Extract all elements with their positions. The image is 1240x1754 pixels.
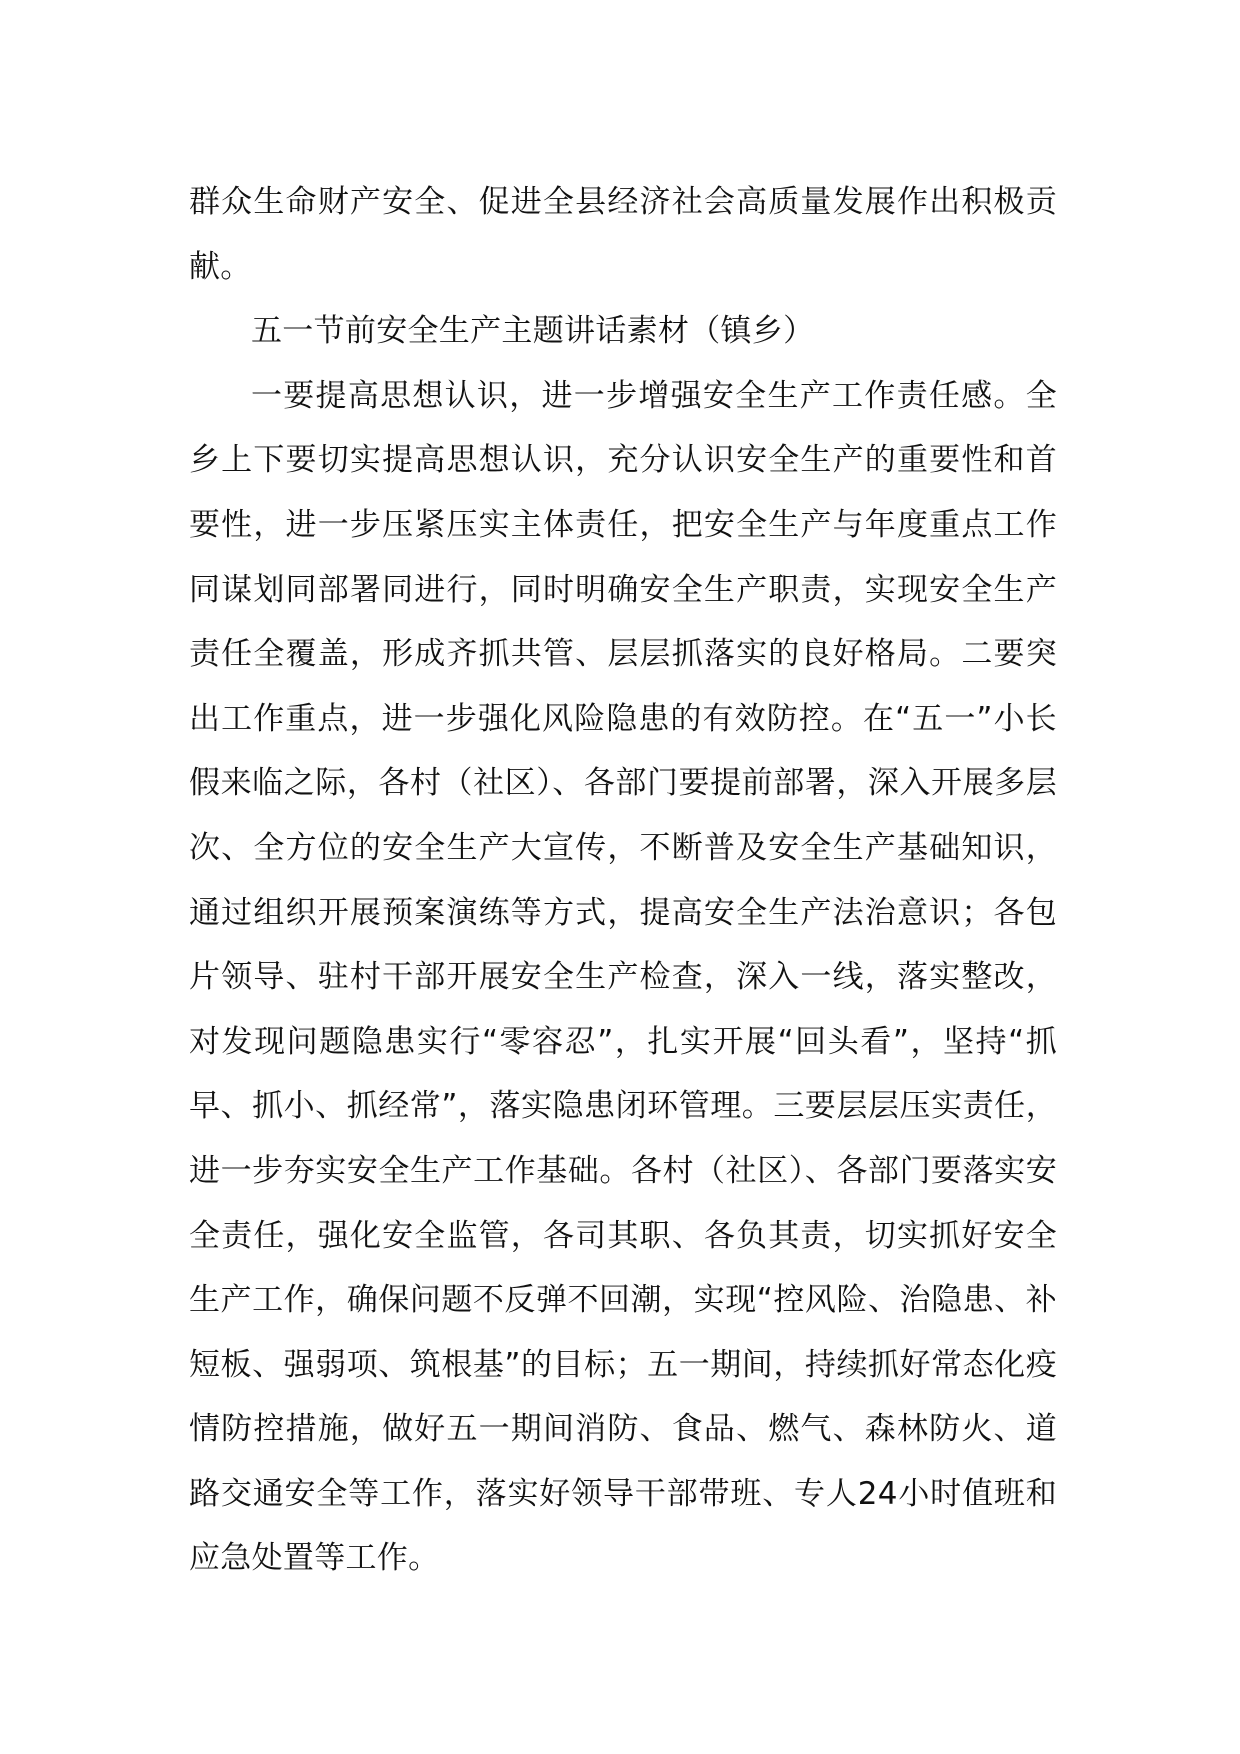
paragraph-continuation: 群众生命财产安全、促进全县经济社会高质量发展作出积极贡献。 (189, 184, 1057, 285)
document-body (189, 170, 1057, 1591)
section-title: 五一节前安全生产主题讲话素材（镇乡） (251, 313, 815, 350)
paragraph-body: 一要提高思想认识，进一步增强安全生产工作责任感。全乡上下要切实提高思想认识，充分认识安全生产的重要性和首要性，进一步压紧压实主体责任，把安全生产与年度重点工作同谋划同部署同进行，同时明确安全生产职责，实现安全生产责任全覆盖，形成齐抓共管、层层抓落实的良好格局。二要突出工作重点，进一步强化风险隐患的有效防控。在“五一”小长假来临之际，各村（社区）、各部门要提前部署，深入开展多层次、全方位的安全生产大宣传，不断普及安全生产基础知识，通过组织开展预案演练等方式，提高安全生产法治意识；各包片领导、驻村干部开展安全生产检查，深入一线，落实整改，对发现问题隐患实行“零容忍”，扎实开展“回头看”，坚持“抓早、抓小、抓经常”，落实隐患闭环管理。三要层层压实责任，进一步夯实安全生产工作基础。各村（社区）、各部门要落实安全责任，强化安全监管，各司其职、各负其责，切实抓好安全生产工作，确保问题不反弹不回潮，实现“控风险、治隐患、补短板、强弱项、筑根基”的目标；五一期间，持续抓好常态化疫情防控措施，做好五一期间消防、食品、燃气、森林防火、道路交通安全等工作，落实好领导干部带班、专人24小时值班和应急处置等工作。 (189, 377, 1057, 1577)
